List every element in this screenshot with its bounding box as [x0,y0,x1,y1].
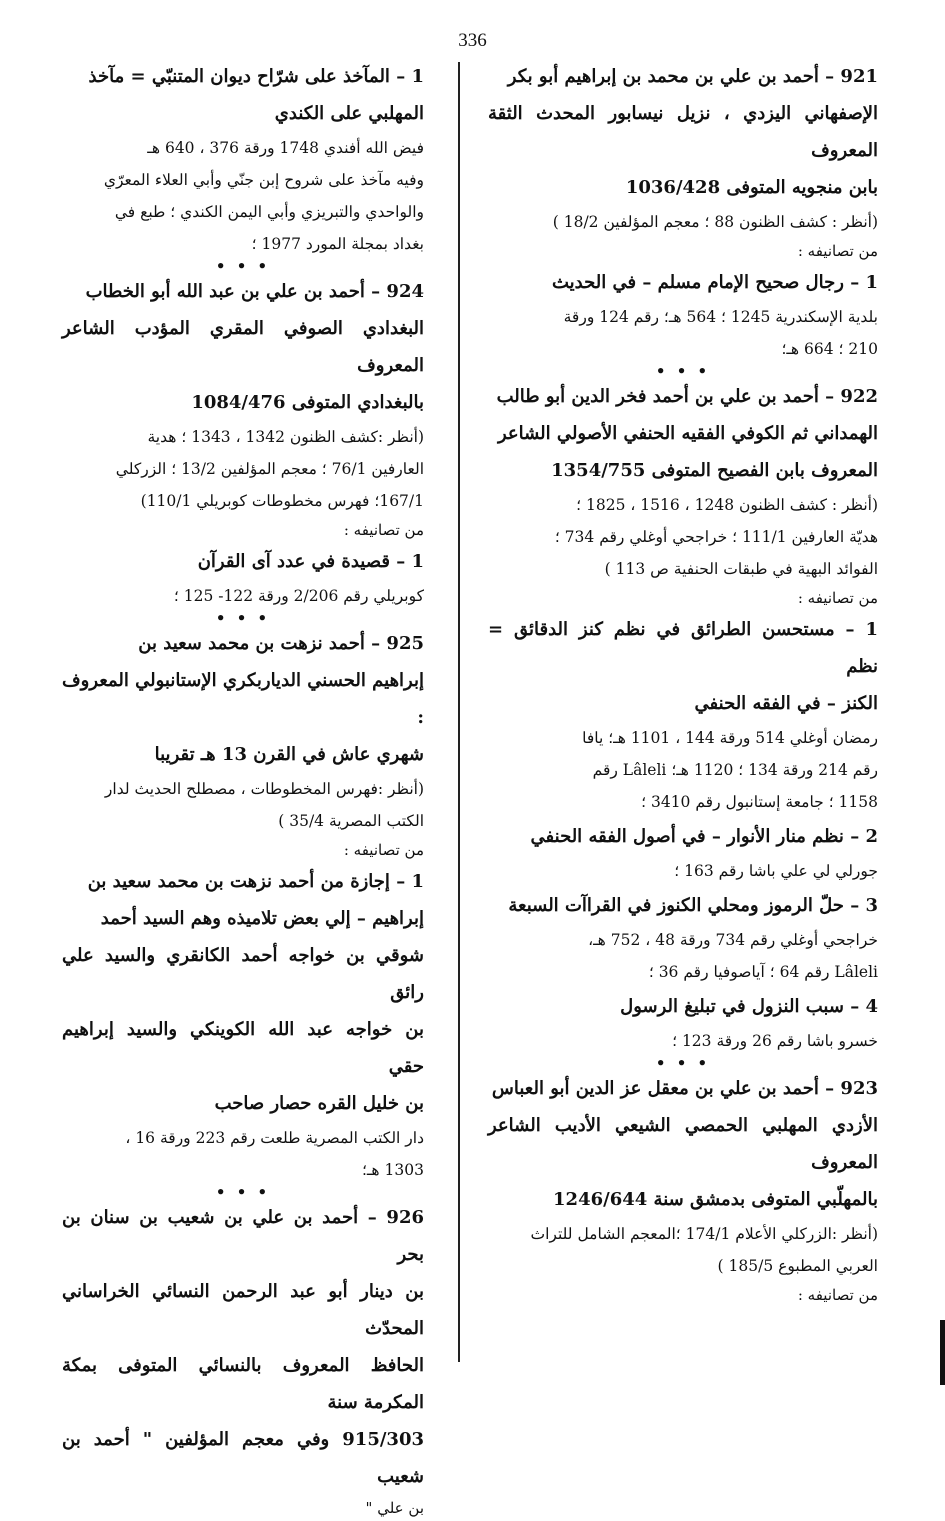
text-line: جورلي لي علي باشا رقم 163 ؛ [674,862,878,880]
text-line: العارفين 76/1 ؛ معجم المؤلفين 13/2 ؛ الزركلي [115,460,424,478]
entry-heading-line: بن خواجه عبد الله الكوينكي والسيد إبراهيم حقي [62,1019,424,1077]
entry-heading-line: بن خليل القره حصار صاحب [214,1093,424,1114]
text-line: (أنظر : كشف الظنون 88 ؛ معجم المؤلفين 18/2 ) [552,213,878,231]
text-line: فيض الله أفندي 1748 ورقة 376 ، 640 هـ [147,139,424,157]
entry-heading-line: الحافظ المعروف بالنسائي المتوفى بمكة المكرمة سنة [62,1355,424,1413]
entry-heading-line: بالمهلّبي المتوفى بدمشق سنة 1246/644 [553,1189,878,1210]
entry-heading-line: 924 – أحمد بن علي بن عبد الله أبو الخطاب [85,281,424,302]
text-line: خراجحي أوغلي رقم 734 ورقة 48 ، 752 هـ، [588,931,878,949]
right-column [488,58,878,1308]
text-line: (أنظر : كشف الظنون 1248 ، 1516 ، 1825 ؛ [576,496,878,514]
text-line: رمضان أوغلي 514 ورقة 144 ، 1101 هـ؛ يافا [582,729,878,747]
entry-heading-line: 925 – أحمد نزهت بن محمد سعيد بن [138,633,424,654]
text-line: 210 ؛ 664 هـ؛ [781,340,878,358]
page-number: 336 [458,30,487,51]
text-line: (أنظر :الزركلي الأعلام 174/1 ؛المعجم الشامل للتراث [530,1225,878,1243]
text-line: الفوائد البهية في طبقات الحنفية ص 113 ) [604,560,878,578]
entry-heading-line: 923 – أحمد بن علي بن معقل عز الدين أبو العباس [491,1078,878,1099]
text-line: 1303 هـ؛ [361,1161,424,1179]
entry-heading-line: 926 – أحمد بن علي بن شعيب بن سنان بن بحر [62,1207,424,1265]
entry-heading-line: المهلبي على الكندي [274,103,424,124]
entry-heading-line: شوقي بن خواجه أحمد الكانقري والسيد علي رائق [62,945,424,1003]
section-separator: • • • [655,362,711,380]
entry-heading-line: 4 – سبب النزول في تبليغ الرسول [620,996,878,1017]
entry-heading-line: بن دينار أبو عبد الرحمن النسائي الخراساني المحدّث [62,1281,424,1339]
entry-heading-line: بابن منجويه المتوفى 1036/428 [625,177,878,198]
entry-heading-line: 921 – أحمد بن علي بن محمد بن إبراهيم أبو بكر [507,66,878,87]
column-divider [458,62,460,1362]
text-line: بغداد بمجلة المورد 1977 ؛ [251,235,424,253]
entry-heading-line: الإصفهاني اليزدي ، نزيل نيسابور المحدث الثقة المعروف [488,103,878,161]
entry-heading-line: 2 – نظم منار الأنوار – في أصول الفقه الحنفي [530,826,878,847]
section-separator: • • • [215,1183,271,1201]
entry-heading-line: الأزدي المهلبي الحمصي الشيعي الأديب الشاعر المعروف [488,1115,878,1173]
entry-heading-line: بالبغدادي المتوفى 1084/476 [191,392,424,413]
text-line: دار الكتب المصرية طلعت رقم 223 ورقة 16 ، [125,1129,424,1147]
text-line: من تصانيفه : [797,242,878,260]
section-separator: • • • [655,1054,711,1072]
entry-heading-line: إبراهيم – إلي بعض تلاميذه وهم السيد أحمد [100,908,424,929]
text-line: العربي المطبوع 185/5 ) [717,1257,878,1275]
text-line: والواحدي والتبريزي وأبي اليمن الكندي ؛ طبع في [114,203,424,221]
section-separator: • • • [215,257,271,275]
text-line: من تصانيفه : [343,521,424,539]
text-line: (أنظر :كشف الظنون 1342 ، 1343 ؛ هدية [147,428,424,446]
entry-heading-line: شهري عاش في القرن 13 هـ تقريبا [154,744,424,765]
text-line: من تصانيفه : [797,1286,878,1304]
entry-heading-line: 3 – حلّ الرموز ومحلي الكنوز في القراآت السبعة [508,895,878,916]
text-line: وفيه مآخذ على شروح إبن جنّي وأبي العلاء المعرّي [103,171,424,189]
entry-heading-line: 1 – قصيدة في عدد آى القرآن [197,551,424,572]
section-separator: • • • [215,609,271,627]
text-line: رقم 214 ورقة 134 ؛ 1120 هـ؛ Lâleli رقم [592,761,878,779]
text-line: 1158 ؛ جامعة إستانبول رقم 3410 ؛ [641,793,878,811]
entry-heading-line: 915/303 وفي معجم المؤلفين " أحمد بن شعيب [62,1429,424,1487]
entry-heading-line: الهمداني ثم الكوفي الفقيه الحنفي الأصولي الشاعر [497,423,878,444]
entry-heading-line: 1 – مستحسن الطرائق في نظم كنز الدقائق = نظم [488,619,878,677]
text-line: Lâleli رقم 64 ؛ آياصوفيا رقم 36 ؛ [648,963,878,981]
text-line: 167/1؛ فهرس مخطوطات كوبريلي 110/1) [140,492,424,510]
entry-heading-line: 1 – المآخذ على شرّاح ديوان المتنبّي = مآخذ [88,66,424,87]
text-line: من تصانيفه : [343,841,424,859]
text-line: كوبريلي رقم 2/206 ورقة 122- 125 ؛ [173,587,424,605]
text-line: بن علي " [365,1499,424,1517]
text-line: بلدية الإسكندرية 1245 ؛ 564 هـ؛ رقم 124 ورقة [563,308,878,326]
entry-heading-line: البغدادي الصوفي المقري المؤدب الشاعر المعروف [62,318,424,376]
entry-heading-line: المعروف بابن الفصيح المتوفى 1354/755 [551,460,878,481]
entry-heading-line: إبراهيم الحسني الدياربكري الإستانبولي المعروف : [62,670,424,728]
scan-edge-mark [940,1320,945,1385]
entry-heading-line: 1 – إجازة من أحمد نزهت بن محمد سعيد بن [87,871,424,892]
entry-heading-line: الكنز – في الفقه الحنفي [694,693,878,714]
text-line: هديّة العارفين 111/1 ؛ خراجحي أوغلي رقم 734 ؛ [554,528,878,546]
text-line: خسرو باشا رقم 26 ورقة 123 ؛ [672,1032,878,1050]
text-line: من تصانيفه : [797,589,878,607]
entry-heading-line: 1 – رجال صحيح الإمام مسلم – في الحديث [551,272,878,293]
entry-heading-line: 922 – أحمد بن علي بن أحمد فخر الدين أبو طالب [496,386,878,407]
left-column [62,58,424,1521]
text-line: الكتب المصرية 35/4 ) [278,812,424,830]
text-line: (أنظر :فهرس المخطوطات ، مصطلح الحديث لدار [104,780,424,798]
